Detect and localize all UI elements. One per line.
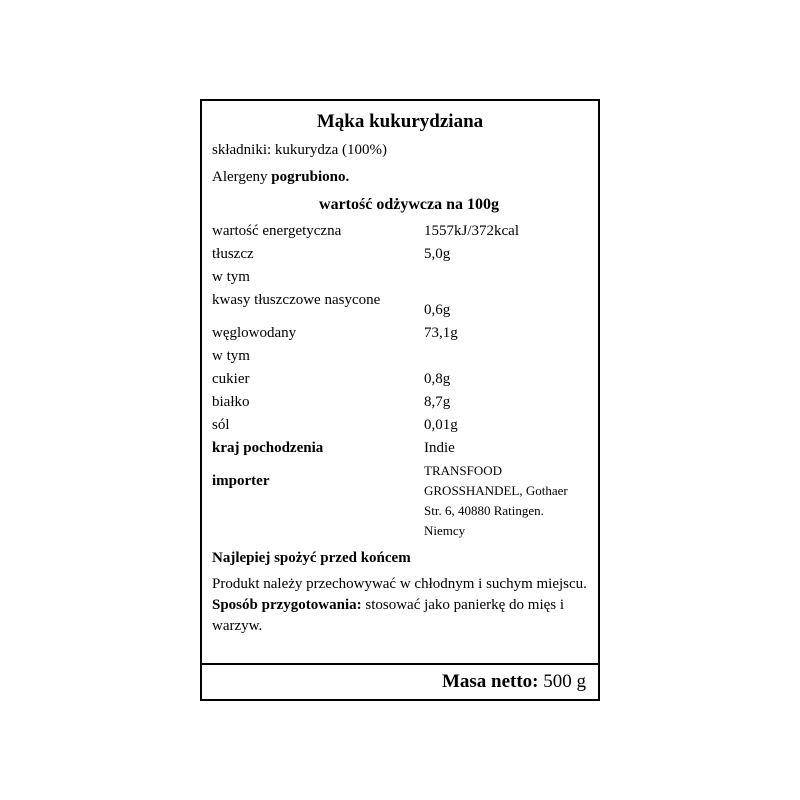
- nutrition-value: 0,8g: [424, 371, 451, 387]
- nutrition-name: sól: [212, 417, 230, 433]
- table-row: [212, 369, 588, 392]
- table-row: [212, 392, 588, 415]
- origin-value: Indie: [424, 440, 455, 456]
- table-row: [212, 221, 588, 244]
- nutrition-value: 0,01g: [424, 417, 458, 433]
- nutrition-name: w tym: [212, 269, 250, 285]
- ingredients-value: kukurydza (100%): [274, 142, 387, 158]
- importer-value: TRANSFOOD GROSSHANDEL, Gothaer Str. 6, 40880 Ratingen. Niemcy: [424, 463, 568, 538]
- table-row: [212, 267, 588, 290]
- nutrition-name: kwasy tłuszczowe nasycone: [212, 292, 381, 308]
- page-title: Mąka kukurydziana: [316, 111, 484, 132]
- nutrition-value: 8,7g: [424, 394, 451, 410]
- preparation-text: stosować jako panierkę do mięs i warzyw.: [212, 597, 565, 634]
- product-label-card: [200, 99, 600, 701]
- ingredients-label: składniki:: [212, 142, 272, 158]
- nutrition-heading: wartość odżywcza na 100g: [319, 196, 499, 213]
- label-content: [202, 101, 598, 637]
- allergens-line: [212, 167, 588, 188]
- nutrition-value: 73,1g: [424, 325, 458, 341]
- nutrition-value: [424, 267, 588, 290]
- table-row-importer: [212, 461, 588, 544]
- table-row: [212, 323, 588, 346]
- net-weight-label: Masa netto:: [441, 671, 539, 692]
- nutrition-value: [424, 346, 588, 369]
- net-weight-bar: [202, 663, 598, 699]
- nutrition-value: 5,0g: [424, 246, 451, 262]
- preparation-label: Sposób przygotowania:: [212, 597, 362, 613]
- storage-and-preparation: [212, 574, 588, 637]
- nutrition-name: tłuszcz: [212, 246, 254, 262]
- nutrition-name: wartość energetyczna: [212, 223, 342, 239]
- best-before-label: Najlepiej spożyć przed końcem: [212, 550, 411, 566]
- nutrition-name: cukier: [212, 371, 250, 387]
- net-weight-text: [442, 671, 586, 693]
- origin-label: kraj pochodzenia: [212, 440, 324, 456]
- net-weight-value: 500 g: [543, 671, 586, 692]
- nutrition-name: węglowodany: [212, 325, 297, 341]
- allergens-value: pogrubiono.: [271, 169, 350, 185]
- ingredients-line: [212, 140, 588, 161]
- storage-text: Produkt należy przechowywać w chłodnym i suchym miejscu.: [212, 576, 587, 592]
- nutrition-table: [212, 221, 588, 544]
- nutrition-value: 1557kJ/372kcal: [424, 223, 519, 239]
- table-row: [212, 346, 588, 369]
- table-row: [212, 290, 588, 323]
- nutrition-value: 0,6g: [424, 302, 451, 318]
- nutrition-name: w tym: [212, 348, 250, 364]
- table-row: [212, 244, 588, 267]
- table-row: [212, 415, 588, 438]
- nutrition-name: białko: [212, 394, 250, 410]
- table-row-origin: [212, 438, 588, 461]
- allergens-label: Alergeny: [212, 169, 268, 185]
- importer-label: importer: [212, 473, 270, 489]
